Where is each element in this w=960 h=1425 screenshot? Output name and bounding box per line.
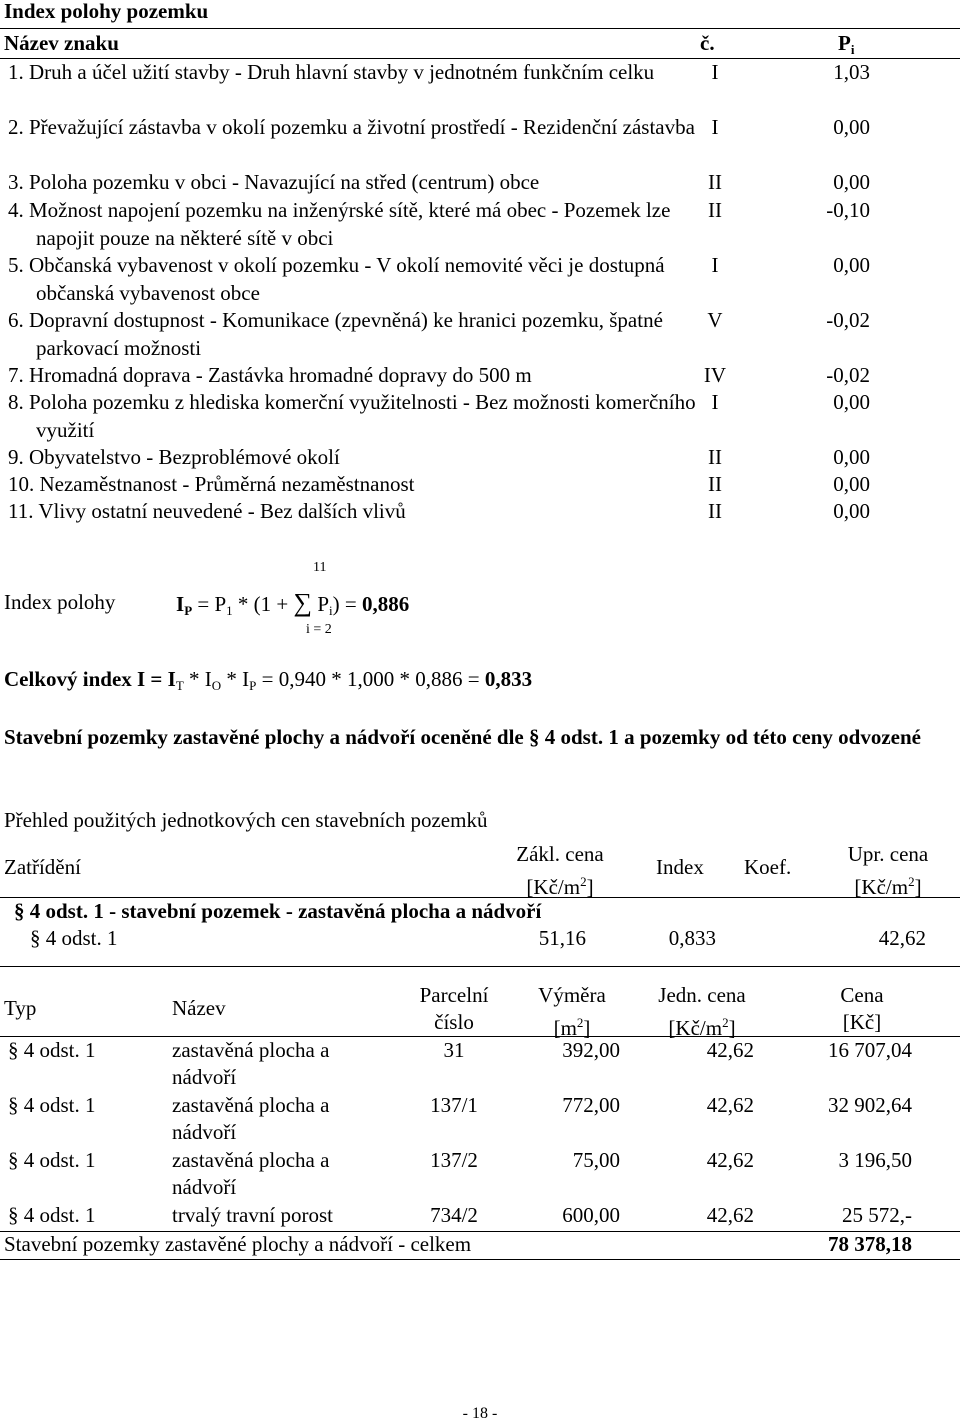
header-name: Název znaku <box>4 31 119 55</box>
factor-value: -0,10 <box>826 198 870 222</box>
land-row-type: § 4 odst. 1 <box>8 1148 96 1172</box>
land-header-area: Výměra $[m^2]$ <box>538 983 606 1040</box>
factor-value: 0,00 <box>833 472 870 496</box>
land-bottom-rule <box>0 1259 960 1260</box>
factor-category: II <box>708 472 722 496</box>
factor-category: II <box>708 499 722 523</box>
land-header-price: Cena [Kč] <box>840 983 884 1034</box>
price-header-class: Zatřídění <box>4 855 81 879</box>
factor-text: 9. Obyvatelstvo - Bezproblémové okolí <box>8 445 340 469</box>
land-row-price: 32 902,64 <box>828 1093 912 1117</box>
land-total-label: Stavební pozemky zastavěné plochy a nádvoří - celkem <box>4 1232 472 1256</box>
land-header-name: Název <box>172 996 226 1020</box>
land-top-rule <box>0 966 960 967</box>
factor-text: 4. Možnost napojení pozemku na inženýrské sítě, které má obec - Pozemek lze napojit pouze na některé sítě v obci <box>8 198 671 250</box>
price-header-base: Zákl. cena $[Kč/m^2]$ <box>516 842 604 899</box>
land-row-parcel: 137/2 <box>430 1148 478 1172</box>
land-row-type: § 4 odst. 1 <box>8 1038 96 1062</box>
factor-category: II <box>708 445 722 469</box>
title-rule <box>0 28 960 29</box>
land-row-area: 772,00 <box>562 1093 620 1117</box>
factor-value: 1,03 <box>833 60 870 84</box>
factor-text: 3. Poloha pozemku v obci - Navazující na střed (centrum) obce <box>8 170 540 194</box>
section-title: Stavební pozemky zastavěné plochy a nádvoří oceněné dle § 4 odst. 1 a pozemky od této ceny odvozené <box>4 725 921 749</box>
land-row-unit-price: 42,62 <box>706 1093 754 1117</box>
page-title: Index polohy pozemku <box>4 0 209 23</box>
factor-text: 2. Převažující zástavba v okolí pozemku a životní prostředí - Rezidenční zástavba <box>8 115 695 139</box>
factor-value: 0,00 <box>833 445 870 469</box>
price-row-index: 0,833 <box>668 926 716 950</box>
land-total-value: 78 378,18 <box>828 1232 912 1256</box>
factor-value: 0,00 <box>833 253 870 277</box>
land-header-parcel: Parcelní číslo <box>419 983 489 1034</box>
factor-text: 1. Druh a účel užití stavby - Druh hlavní stavby v jednotném funkčním celku <box>8 60 655 84</box>
sum-upper-limit: 11 <box>313 560 327 575</box>
factor-value: 0,00 <box>833 390 870 414</box>
sum-symbol: ∑ <box>293 588 313 617</box>
land-header-unit-price: Jedn. cena $[Kč/m^2]$ <box>658 983 746 1040</box>
land-row-price: 16 707,04 <box>828 1038 912 1062</box>
factor-value: -0,02 <box>826 308 870 332</box>
land-row-type: § 4 odst. 1 <box>8 1203 96 1227</box>
factor-category: II <box>708 170 722 194</box>
factor-category: II <box>708 198 722 222</box>
page-number: - 18 - <box>462 1405 498 1422</box>
price-header-koef: Koef. <box>744 855 792 879</box>
land-row-parcel: 31 <box>443 1038 465 1062</box>
price-row-adjusted: 42,62 <box>878 926 926 950</box>
price-row-class: § 4 odst. 1 <box>30 926 118 950</box>
factor-category: I <box>711 253 719 277</box>
land-row-unit-price: 42,62 <box>706 1203 754 1227</box>
land-row-name: trvalý travní porost <box>172 1203 333 1227</box>
factor-text: 11. Vlivy ostatní neuvedené - Bez dalších vlivů <box>8 499 406 523</box>
land-header-type: Typ <box>4 996 37 1020</box>
land-row-unit-price: 42,62 <box>706 1038 754 1062</box>
land-row-area: 600,00 <box>562 1203 620 1227</box>
overview-title: Přehled použitých jednotkových cen stavebních pozemků <box>4 808 488 832</box>
land-row-area: 75,00 <box>572 1148 620 1172</box>
factor-category: IV <box>703 363 727 387</box>
sum-lower-limit: i = 2 <box>306 622 332 637</box>
price-header-adjusted: Upr. cena $[Kč/m^2]$ <box>847 842 929 899</box>
land-row-parcel: 734/2 <box>430 1203 478 1227</box>
factor-value: 0,00 <box>833 115 870 139</box>
factor-value: 0,00 <box>833 499 870 523</box>
land-row-name: zastavěná plocha a nádvoří <box>172 1148 330 1199</box>
total-index: Celkový index $I = I_T * I_O * I_P = 0,940 * 1,000 * 0,886 = 0,833$ <box>4 667 533 693</box>
factor-category: I <box>711 60 719 84</box>
factor-text: 5. Občanská vybavenost v okolí pozemku - V okolí nemovité věci je dostupná občanská vybavenost obce <box>8 253 665 305</box>
land-row-price: 3 196,50 <box>838 1148 912 1172</box>
factor-text: 10. Nezaměstnanost - Průměrná nezaměstnanost <box>8 472 415 496</box>
land-row-unit-price: 42,62 <box>706 1148 754 1172</box>
factor-text: 6. Dopravní dostupnost - Komunikace (zpevněná) ke hranici pozemku, špatné parkovací možnosti <box>8 308 663 360</box>
factor-text: 7. Hromadná doprava - Zastávka hromadné dopravy do 500 m <box>8 363 532 387</box>
land-row-price: 25 572,- <box>842 1203 912 1227</box>
factor-value: -0,02 <box>826 363 870 387</box>
land-row-parcel: 137/1 <box>430 1093 478 1117</box>
land-row-type: § 4 odst. 1 <box>8 1093 96 1117</box>
price-row-base: 51,16 <box>538 926 586 950</box>
header-p: $P_i$ <box>838 31 855 57</box>
header-no: č. <box>700 31 715 55</box>
factor-text: 8. Poloha pozemku z hlediska komerční využitelnosti - Bez možnosti komerčního využití <box>8 390 696 442</box>
price-group-title: § 4 odst. 1 - stavební pozemek - zastavěná plocha a nádvoří <box>14 899 542 923</box>
land-row-name: zastavěná plocha a nádvoří <box>172 1093 330 1144</box>
formula-expression: $I_P = P_1 * (1$ + ∑ $P_i) = 0,886$ <box>176 588 410 618</box>
land-row-name: zastavěná plocha a nádvoří <box>172 1038 330 1089</box>
formula-label: Index polohy <box>4 590 116 614</box>
factor-value: 0,00 <box>833 170 870 194</box>
factor-category: I <box>711 115 719 139</box>
price-header-index: Index <box>656 855 704 879</box>
land-row-area: 392,00 <box>562 1038 620 1062</box>
factor-category: V <box>707 308 723 332</box>
factor-category: I <box>711 390 719 414</box>
